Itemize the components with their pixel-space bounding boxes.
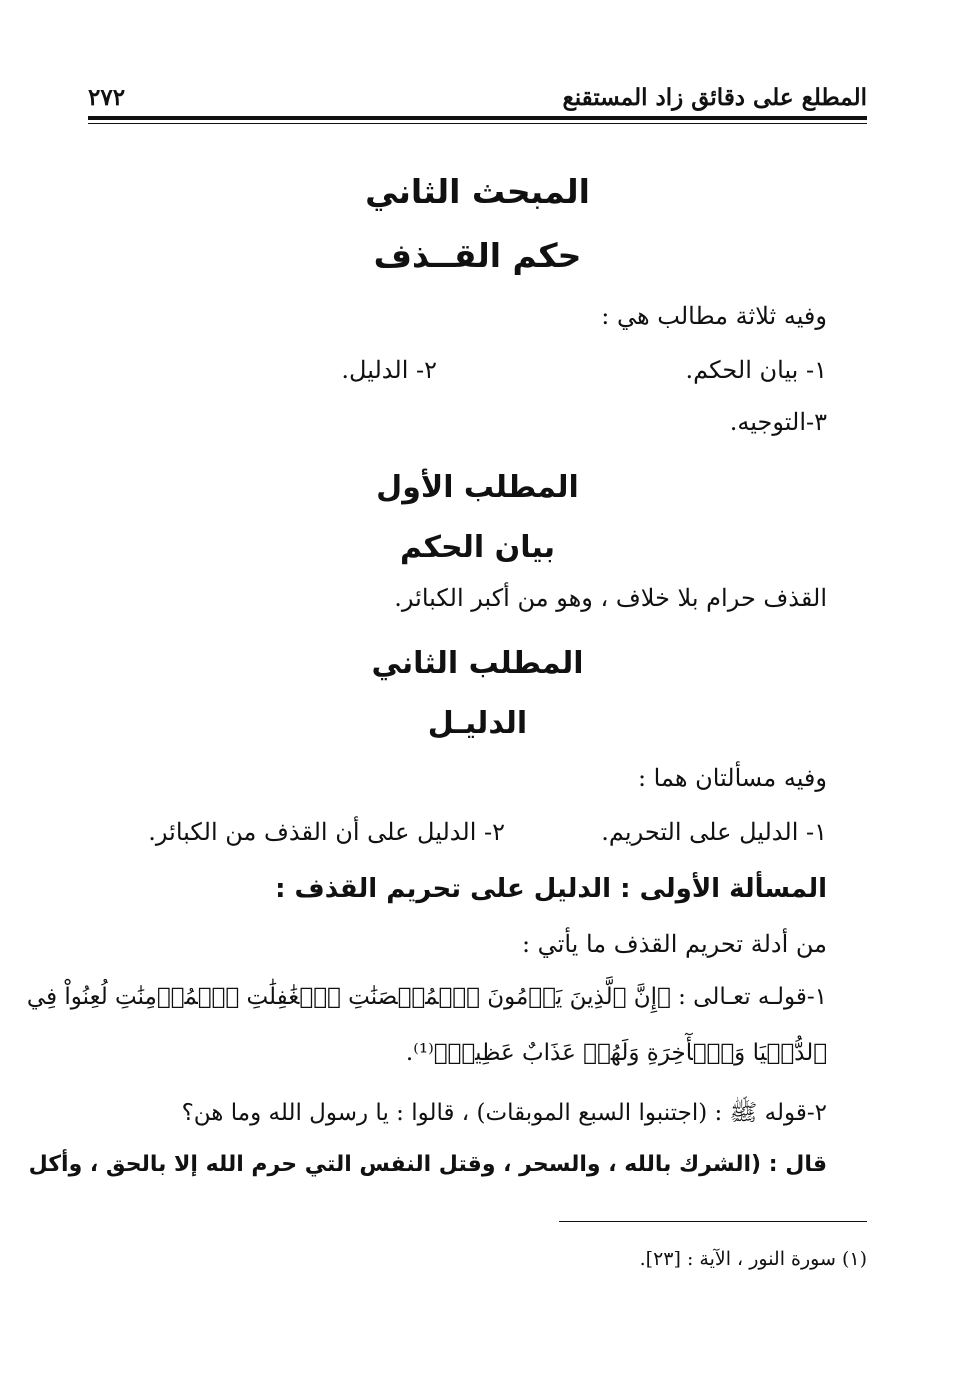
matlab1-heading: المطلب الأول xyxy=(376,470,579,505)
footnote-1: (١) سورة النور ، الآية : [٢٣]. xyxy=(639,1248,867,1270)
matlab2-intro: وفيه مسألتان هما : xyxy=(637,764,827,792)
masala1-intro: من أدلة تحريم القذف ما يأتي : xyxy=(521,930,827,958)
section-item-1: ١- بيان الحكم. xyxy=(685,356,827,384)
section-intro: وفيه ثلاثة مطالب هي : xyxy=(601,302,827,330)
section-title: حكم القــذف xyxy=(373,236,582,275)
evidence-2-line-1: ٢-قوله ﷺ : (اجتنبوا السبع الموبقات) ، قالوا : يا رسول الله وما هن؟ xyxy=(181,1100,827,1126)
section-heading: المبحث الثاني xyxy=(365,172,590,211)
footnote-separator xyxy=(559,1221,867,1222)
section-item-2: ٢- الدليل. xyxy=(341,356,437,384)
running-title: المطلع على دقائق زاد المستقنع xyxy=(562,84,867,111)
matlab2-title: الدليـل xyxy=(427,706,528,741)
evidence-2-line-2: قال : (الشرك بالله ، والسحر ، وقتل النفس التي حرم الله إلا بالحق ، وأكل xyxy=(28,1152,827,1177)
masala1-title: المسألة الأولى : الدليل على تحريم القذف : xyxy=(275,874,827,904)
page-header xyxy=(88,78,867,126)
matlab2-item-2: ٢- الدليل على أن القذف من الكبائر. xyxy=(148,818,505,846)
matlab1-text: القذف حرام بلا خلاف ، وهو من أكبر الكبائر. xyxy=(394,584,827,612)
header-rule-thin xyxy=(88,123,867,124)
page-number: ٢٧٢ xyxy=(88,84,126,111)
matlab2-item-1: ١- الدليل على التحريم. xyxy=(601,818,827,846)
header-rule-thick xyxy=(88,116,867,120)
evidence-1-line-2: ٱلدُّنۡيَا وَٱلۡأٓخِرَةِ وَلَهُمۡ عَذَابٌ عَظِيمٞ﴾⁽¹⁾. xyxy=(405,1040,827,1066)
matlab1-title: بيان الحكم xyxy=(400,530,555,565)
evidence-1-line-1: ١-قولـه تعـالى : ﴿إِنَّ ٱلَّذِينَ يَرۡمُونَ ٱلۡمُحۡصَنَٰتِ ٱلۡغَٰفِلَٰتِ ٱلۡمُؤۡمِنَٰتِ لُعِنُواْ فِي xyxy=(26,984,827,1010)
section-item-3: ٣-التوجيه. xyxy=(729,408,827,436)
matlab2-heading: المطلب الثاني xyxy=(371,646,584,681)
